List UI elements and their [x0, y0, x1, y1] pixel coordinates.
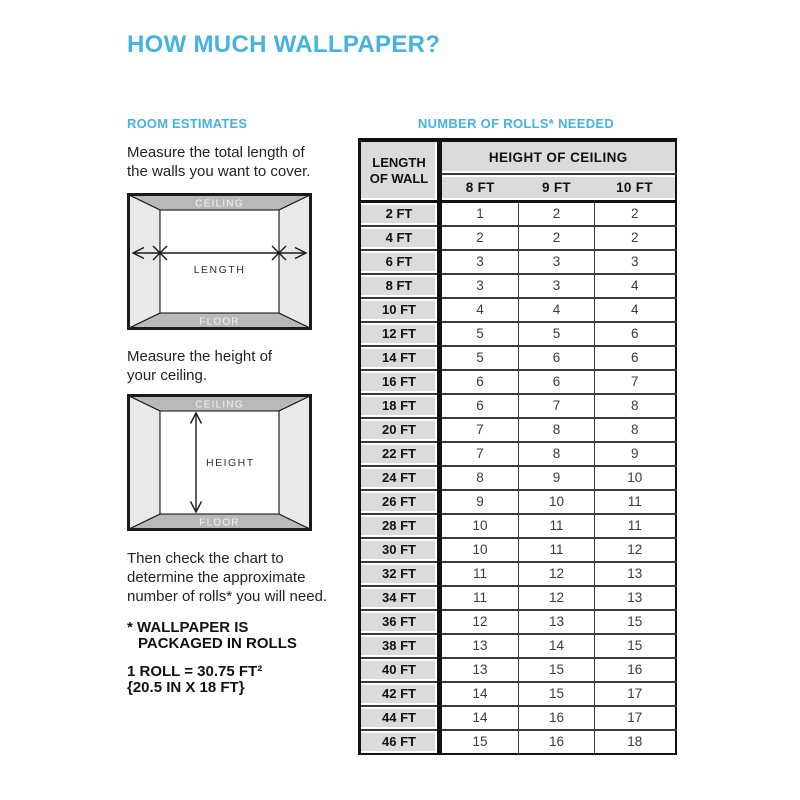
column-header-8ft: 8 FT [440, 174, 519, 202]
rolls-table-body [360, 202, 676, 755]
table-row [360, 394, 676, 418]
wall-length-cell: 18 FT [360, 394, 440, 418]
right-wall-panel [279, 195, 310, 328]
right-wall-panel [279, 396, 310, 529]
floor-label: FLOOR [199, 316, 240, 328]
rolls-value-cell: 16 [595, 658, 676, 682]
rolls-value-cell: 3 [519, 274, 595, 298]
rolls-value-cell: 15 [440, 730, 519, 754]
rolls-value-cell: 18 [595, 730, 676, 754]
wall-length-cell: 12 FT [360, 322, 440, 346]
height-dimension-label: HEIGHT [206, 457, 255, 469]
left-wall-panel [129, 195, 160, 328]
rolls-value-cell: 3 [595, 250, 676, 274]
rolls-value-cell: 3 [440, 250, 519, 274]
table-row [360, 658, 676, 682]
rolls-value-cell: 8 [440, 466, 519, 490]
rolls-value-cell: 3 [519, 250, 595, 274]
rolls-value-cell: 13 [595, 562, 676, 586]
rolls-value-cell: 4 [595, 274, 676, 298]
text-line: your ceiling. [127, 367, 208, 384]
rolls-value-cell: 16 [519, 706, 595, 730]
rolls-value-cell: 10 [440, 538, 519, 562]
rolls-value-cell: 14 [440, 706, 519, 730]
rolls-value-cell: 8 [595, 394, 676, 418]
rolls-value-cell: 11 [519, 514, 595, 538]
rolls-value-cell: 12 [595, 538, 676, 562]
rolls-value-cell: 9 [595, 442, 676, 466]
table-row [360, 274, 676, 298]
text-line: Measure the height of [127, 348, 273, 365]
table-row [360, 586, 676, 610]
height-diagram [127, 394, 312, 531]
step3-text [127, 549, 327, 606]
rolls-value-cell: 2 [595, 226, 676, 250]
rolls-value-cell: 11 [519, 538, 595, 562]
rolls-value-cell: 6 [519, 370, 595, 394]
rolls-value-cell: 11 [440, 562, 519, 586]
rolls-value-cell: 10 [519, 490, 595, 514]
rolls-needed-heading: NUMBER OF ROLLS* NEEDED [417, 116, 615, 131]
rolls-value-cell: 2 [440, 226, 519, 250]
wall-length-cell: 28 FT [360, 514, 440, 538]
table-row [360, 490, 676, 514]
rolls-value-cell: 12 [440, 610, 519, 634]
rolls-value-cell: 4 [519, 298, 595, 322]
text-line: Measure the total length of [127, 144, 305, 161]
wall-length-cell: 42 FT [360, 682, 440, 706]
rolls-value-cell: 14 [440, 682, 519, 706]
text-line: * WALLPAPER IS [127, 619, 249, 636]
wall-length-cell: 8 FT [360, 274, 440, 298]
rolls-value-cell: 8 [519, 442, 595, 466]
text-line: 1 ROLL = 30.75 FT² [127, 663, 263, 680]
step2-text [127, 347, 272, 385]
step1-text [127, 143, 310, 181]
rolls-value-cell: 2 [519, 226, 595, 250]
table-row [360, 466, 676, 490]
wall-length-cell: 44 FT [360, 706, 440, 730]
text-line: OF WALL [369, 171, 429, 186]
wall-length-cell: 32 FT [360, 562, 440, 586]
ceiling-label: CEILING [195, 399, 244, 411]
table-row [360, 538, 676, 562]
rolls-value-cell: 17 [595, 682, 676, 706]
rolls-value-cell: 1 [440, 202, 519, 227]
table-row [360, 418, 676, 442]
wall-length-cell: 4 FT [360, 226, 440, 250]
rolls-value-cell: 9 [519, 466, 595, 490]
wall-length-cell: 30 FT [360, 538, 440, 562]
wall-length-cell: 26 FT [360, 490, 440, 514]
rolls-value-cell: 5 [440, 346, 519, 370]
length-of-wall-header [360, 140, 440, 202]
rolls-value-cell: 13 [519, 610, 595, 634]
rolls-value-cell: 12 [519, 562, 595, 586]
rolls-value-cell: 15 [595, 634, 676, 658]
text-line: LENGTH [372, 155, 426, 170]
rolls-value-cell: 8 [595, 418, 676, 442]
wall-length-cell: 10 FT [360, 298, 440, 322]
wall-length-cell: 16 FT [360, 370, 440, 394]
wall-length-cell: 38 FT [360, 634, 440, 658]
rolls-value-cell: 7 [519, 394, 595, 418]
rolls-value-cell: 12 [519, 586, 595, 610]
wall-length-cell: 40 FT [360, 658, 440, 682]
length-diagram [127, 193, 312, 330]
rolls-value-cell: 15 [519, 658, 595, 682]
table-row [360, 250, 676, 274]
table-header-row-1 [360, 140, 676, 174]
wall-length-cell: 20 FT [360, 418, 440, 442]
rolls-value-cell: 14 [519, 634, 595, 658]
table-row [360, 514, 676, 538]
back-wall-panel [160, 210, 279, 313]
text-line: {20.5 IN X 18 FT} [127, 679, 245, 696]
rolls-value-cell: 3 [440, 274, 519, 298]
table-row [360, 226, 676, 250]
wall-length-cell: 6 FT [360, 250, 440, 274]
rolls-value-cell: 15 [595, 610, 676, 634]
table-row [360, 298, 676, 322]
rolls-value-cell: 5 [519, 322, 595, 346]
rolls-value-cell: 7 [440, 418, 519, 442]
table-row [360, 682, 676, 706]
table-row [360, 730, 676, 754]
ceiling-label: CEILING [195, 198, 244, 210]
left-wall-panel [129, 396, 160, 529]
table-row [360, 634, 676, 658]
text-line: number of rolls* you will need. [127, 588, 328, 605]
text-line: determine the approximate [127, 569, 306, 586]
length-dimension-label: LENGTH [193, 264, 246, 276]
floor-label: FLOOR [199, 517, 240, 529]
table-row [360, 610, 676, 634]
text-line: Then check the chart to [127, 550, 284, 567]
wall-length-cell: 22 FT [360, 442, 440, 466]
rolls-value-cell: 6 [519, 346, 595, 370]
rolls-value-cell: 10 [440, 514, 519, 538]
rolls-value-cell: 13 [595, 586, 676, 610]
wall-length-cell: 2 FT [360, 202, 440, 227]
table-row [360, 346, 676, 370]
column-header-9ft: 9 FT [519, 174, 595, 202]
text-line: PACKAGED IN ROLLS [138, 635, 297, 652]
rolls-value-cell: 6 [440, 370, 519, 394]
wall-length-cell: 14 FT [360, 346, 440, 370]
table-row [360, 370, 676, 394]
wall-length-cell: 36 FT [360, 610, 440, 634]
rolls-value-cell: 11 [595, 514, 676, 538]
wall-length-cell: 46 FT [360, 730, 440, 754]
table-row [360, 442, 676, 466]
rolls-value-cell: 4 [440, 298, 519, 322]
rolls-value-cell: 7 [440, 442, 519, 466]
rolls-value-cell: 2 [595, 202, 676, 227]
rolls-value-cell: 11 [595, 490, 676, 514]
wall-length-cell: 24 FT [360, 466, 440, 490]
rolls-value-cell: 17 [595, 706, 676, 730]
rolls-value-cell: 6 [595, 346, 676, 370]
rolls-value-cell: 8 [519, 418, 595, 442]
table-row [360, 202, 676, 227]
page-title: HOW MUCH WALLPAPER? [127, 31, 441, 58]
rolls-value-cell: 4 [595, 298, 676, 322]
rolls-value-cell: 6 [440, 394, 519, 418]
rolls-value-cell: 2 [519, 202, 595, 227]
rolls-value-cell: 9 [440, 490, 519, 514]
rolls-value-cell: 15 [519, 682, 595, 706]
packaging-note [127, 620, 297, 652]
rolls-value-cell: 16 [519, 730, 595, 754]
table-row [360, 322, 676, 346]
text-line: the walls you want to cover. [127, 163, 311, 180]
rolls-value-cell: 10 [595, 466, 676, 490]
height-of-ceiling-header: HEIGHT OF CEILING [440, 140, 676, 174]
rolls-value-cell: 6 [595, 322, 676, 346]
rolls-value-cell: 11 [440, 586, 519, 610]
wall-length-cell: 34 FT [360, 586, 440, 610]
rolls-value-cell: 7 [595, 370, 676, 394]
rolls-value-cell: 13 [440, 634, 519, 658]
rolls-value-cell: 5 [440, 322, 519, 346]
roll-spec [127, 664, 262, 696]
rolls-value-cell: 13 [440, 658, 519, 682]
rolls-table [358, 138, 677, 755]
table-row [360, 562, 676, 586]
table-row [360, 706, 676, 730]
column-header-10ft: 10 FT [595, 174, 676, 202]
room-estimates-heading: ROOM ESTIMATES [127, 116, 248, 131]
